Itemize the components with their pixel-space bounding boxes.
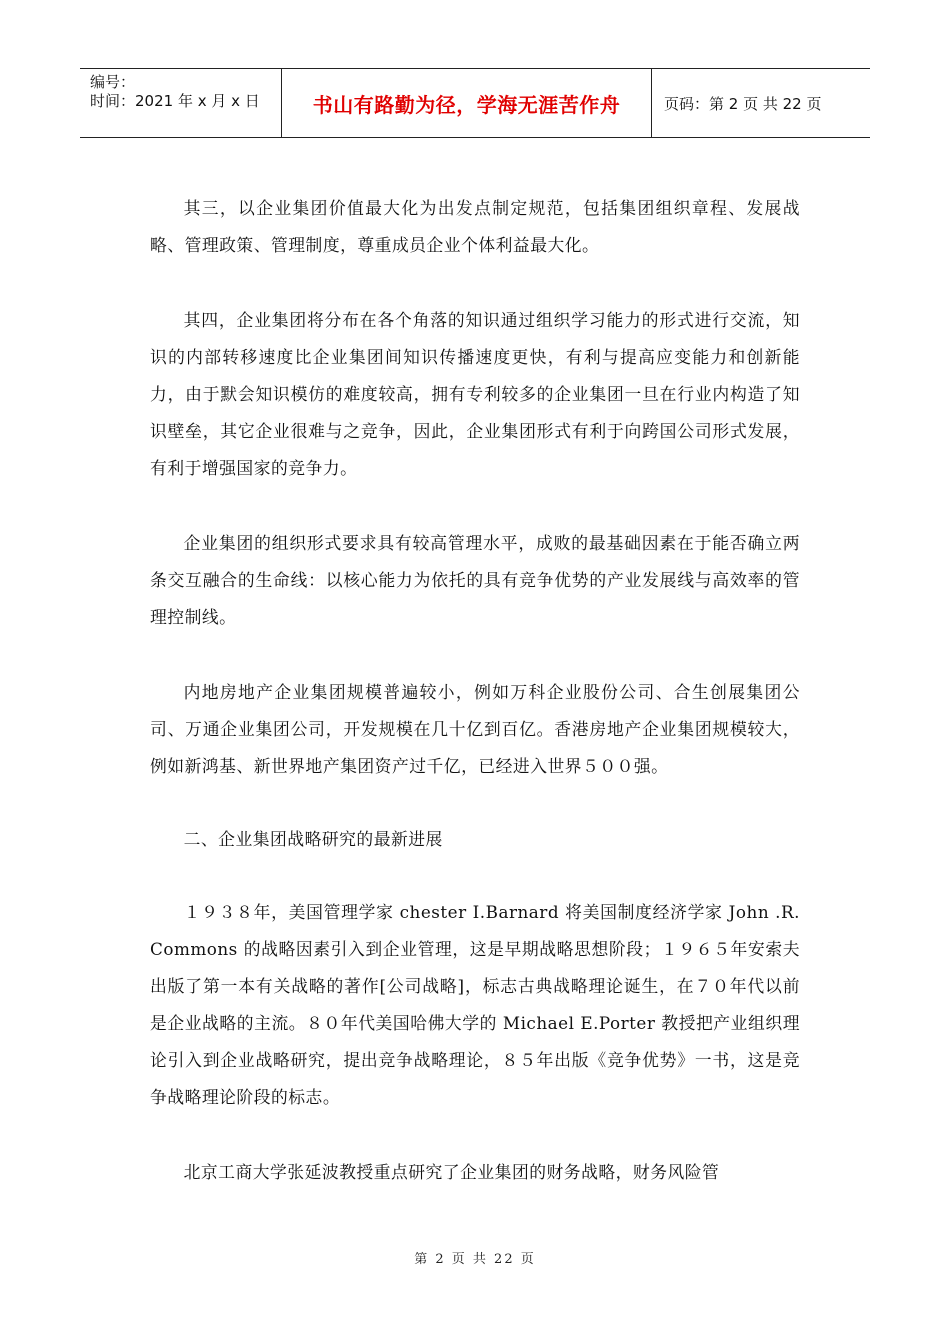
paragraph-5: １９３８年，美国管理学家 chester I.Barnard 将美国制度经济学家 John .R.Commons 的战略因素引入到企业管理，这是早期战略思想阶段；１９６５年安索夫出版了第一本有关战略的著作[公司战略]，标志古典战略理论诞生，在７０年代以前是企业战略的主流。８０年代美国哈佛大学的 Michael E.Porter 教授把产业组织理论引入到企业战略研究，提出竞争战略理论，８５年出版《竞争优势》一书，这是竞争战略理论阶段的标志。 [150, 902, 800, 1107]
paragraph-1: 其三，以企业集团价值最大化为出发点制定规范，包括集团组织章程、发展战略、管理政策、管理制度，尊重成员企业个体利益最大化。 [150, 198, 800, 255]
header-meta [80, 69, 282, 137]
time-label: 时间：2021 年 x 月 x 日 [90, 92, 260, 110]
paragraph-6: 北京工商大学张延波教授重点研究了企业集团的财务战略，财务风险管 [183, 1162, 720, 1182]
header-page-info: 页码：第 2 页 共 22 页 [664, 94, 822, 113]
paragraph-2: 其四，企业集团将分布在各个角落的知识通过组织学习能力的形式进行交流，知识的内部转移速度比企业集团间知识传播速度更快，有利与提高应变能力和创新能力，由于默会知识模仿的难度较高，拥有专利较多的企业集团一旦在行业内构造了知识壁垒，其它企业很难与之竞争，因此，企业集团形式有利于向跨国公司形式发展，有利于增强国家的竞争力。 [150, 310, 800, 478]
page-footer: 第 2 页 共 22 页 [414, 1252, 536, 1267]
code-label: 编号： [90, 73, 136, 91]
paragraph-4: 内地房地产企业集团规模普遍较小，例如万科企业股份公司、合生创展集团公司、万通企业集团公司，开发规模在几十亿到百亿。香港房地产企业集团规模较大，例如新鸿基、新世界地产集团资产过千亿，已经进入世界５００强。 [150, 682, 800, 776]
paragraph-3: 企业集团的组织形式要求具有较高管理水平，成败的最基础因素在于能否确立两条交互融合的生命线：以核心能力为依托的具有竞争优势的产业发展线与高效率的管理控制线。 [150, 533, 800, 627]
header-motto: 书山有路勤为径，学海无涯苦作舟 [282, 69, 652, 137]
section-heading: 二、企业集团战略研究的最新进展 [183, 829, 443, 849]
document-header [80, 68, 870, 138]
document-body [150, 190, 800, 1191]
